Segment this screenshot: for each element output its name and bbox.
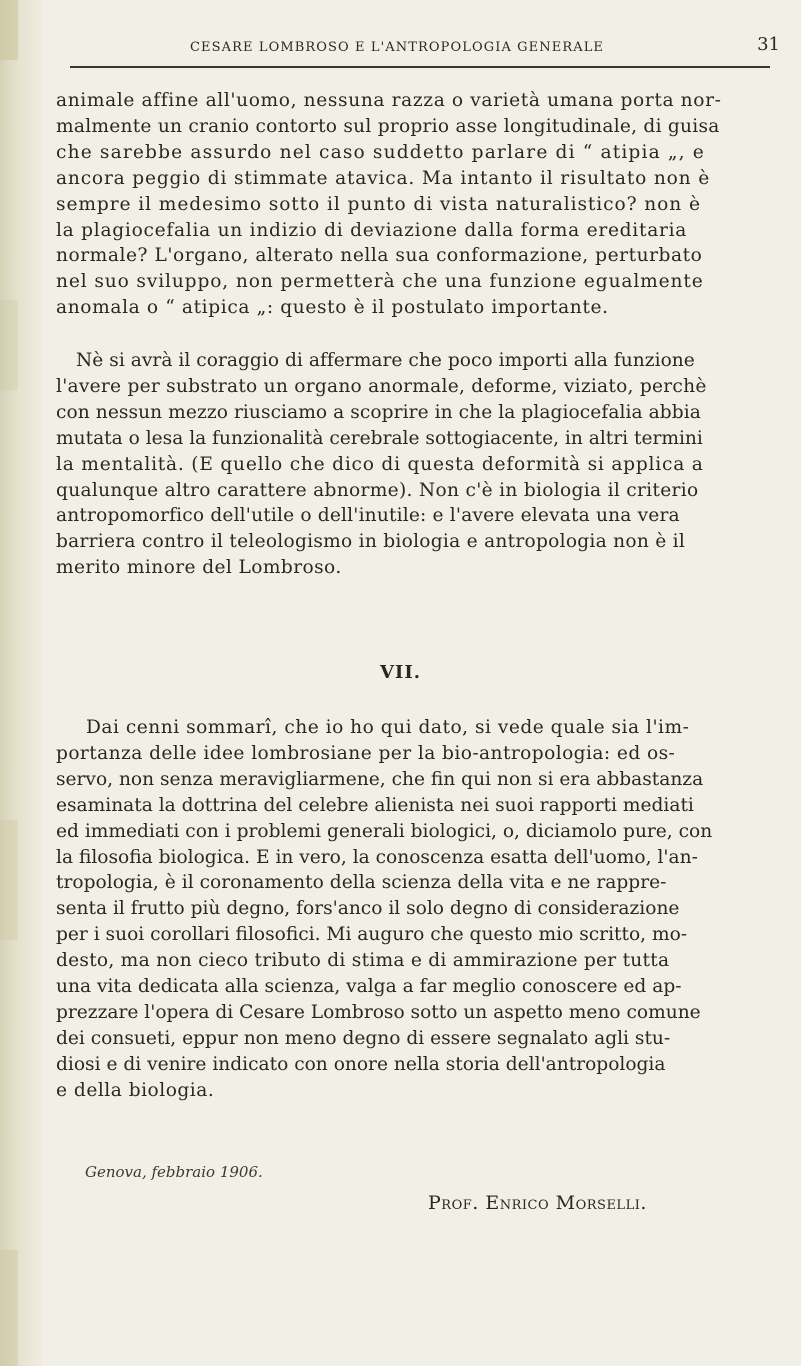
- text-line: ed immediati con i problemi generali biologici, o, diciamolo pure, con: [56, 820, 713, 842]
- page-number: 31: [757, 34, 780, 55]
- paper-stain: [0, 820, 18, 940]
- text-line: diosi e di venire indicato con onore nella storia dell'antropologia: [56, 1053, 666, 1075]
- text-line: mutata o lesa la funzionalità cerebrale sottogiacente, in altri termini: [56, 427, 703, 449]
- text-line: portanza delle idee lombrosiane per la bio-antropologia: ed os-: [56, 742, 676, 764]
- text-line: una vita dedicata alla scienza, valga a far meglio conoscere ed ap-: [56, 976, 682, 998]
- text-line: merito minore del Lombroso.: [56, 557, 342, 579]
- text-line: l'avere per substrato un organo anormale, deforme, viziato, perchè: [56, 375, 707, 397]
- text-line: servo, non senza meravigliarmene, che fin qui non si era abbastanza: [56, 768, 704, 790]
- paper-stain: [0, 0, 18, 60]
- text-line: per i suoi corollari filosofici. Mi auguro che questo mio scritto, mo-: [56, 924, 688, 946]
- text-line: la plagiocefalia un indizio di deviazione dalla forma ereditaria: [56, 219, 688, 241]
- text-line: anomala o “ atipica „: questo è il postulato importante.: [56, 297, 609, 319]
- text-line: esaminata la dottrina del celebre alienista nei suoi rapporti mediati: [56, 794, 694, 816]
- text-line: barriera contro il teleologismo in biologia e antropologia non è il: [56, 531, 686, 553]
- text-line: ancora peggio di stimmate atavica. Ma intanto il risultato non è: [56, 167, 711, 189]
- text-line: tropologia, è il coronamento della scienza della vita e ne rappre-: [56, 872, 667, 894]
- text-line: animale affine all'uomo, nessuna razza o varietà umana porta nor-: [56, 90, 722, 111]
- text-line: la filosofia biologica. E in vero, la conoscenza esatta dell'uomo, l'an-: [56, 846, 698, 868]
- author-signature: Prof. Enrico Morselli.: [428, 1192, 647, 1214]
- paragraph-2: [56, 348, 707, 581]
- paper-stain: [0, 300, 18, 390]
- text-line: antropomorfico dell'utile o dell'inutile: e l'avere elevata una vera: [56, 505, 680, 527]
- paper-stain: [0, 1250, 18, 1366]
- paragraph-1: [56, 88, 722, 321]
- page-gutter-shadow: [0, 0, 42, 1366]
- text-line: sempre il medesimo sotto il punto di vista naturalistico? non è: [56, 193, 701, 215]
- text-line: dei consueti, eppur non meno degno di essere segnalato agli stu-: [56, 1027, 671, 1049]
- text-line: Nè si avrà il coraggio di affermare che poco importi alla funzione: [76, 350, 695, 371]
- text-line: Dai cenni sommarî, che io ho qui dato, si vede quale sia l'im-: [86, 717, 690, 738]
- text-line: normale? L'organo, alterato nella sua conformazione, perturbato: [56, 245, 703, 267]
- paragraph-3: [56, 715, 712, 1104]
- text-line: malmente un cranio contorto sul proprio asse longitudinale, di guisa: [56, 115, 720, 137]
- running-head: CESARE LOMBROSO E L'ANTROPOLOGIA GENERALE: [190, 40, 605, 55]
- text-line: e della biologia.: [56, 1079, 215, 1101]
- text-line: prezzare l'opera di Cesare Lombroso sotto un aspetto meno comune: [56, 1001, 701, 1023]
- header-rule: [70, 66, 770, 68]
- text-line: con nessun mezzo riusciamo a scoprire in che la plagiocefalia abbia: [56, 401, 701, 423]
- page-header: [190, 34, 780, 58]
- text-line: qualunque altro carattere abnorme). Non c'è in biologia il criterio: [56, 479, 699, 501]
- text-line: che sarebbe assurdo nel caso suddetto parlare di “ atipia „, e: [56, 141, 705, 163]
- text-line: nel suo sviluppo, non permetterà che una funzione egualmente: [56, 271, 704, 293]
- text-line: la mentalità. (E quello che dico di questa deformità si applica a: [56, 453, 704, 475]
- section-heading: VII.: [379, 662, 422, 683]
- text-line: senta il frutto più degno, fors'anco il solo degno di considerazione: [56, 898, 680, 920]
- dateline: Genova, febbraio 1906.: [85, 1163, 263, 1181]
- text-line: desto, ma non cieco tributo di stima e di ammirazione per tutta: [56, 950, 670, 972]
